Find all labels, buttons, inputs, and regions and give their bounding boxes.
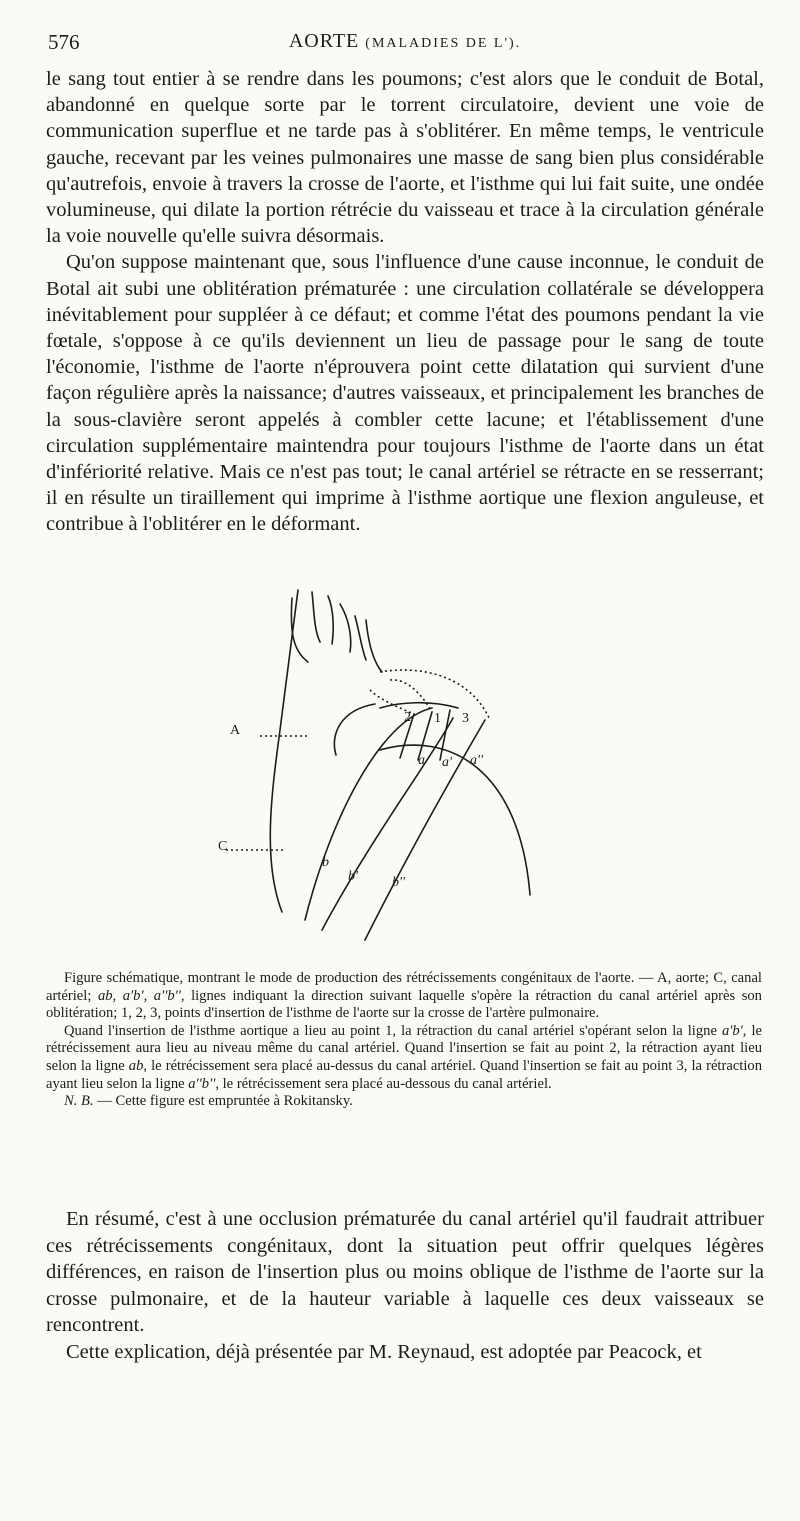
- label-b-double-prime: b'': [392, 875, 405, 890]
- caption-italic: ab,: [128, 1057, 148, 1074]
- running-title-main: AORTE: [288, 30, 360, 52]
- label-a: a: [418, 753, 425, 768]
- caption-italic: N. B.: [64, 1093, 94, 1110]
- body-text-top: [46, 66, 764, 538]
- label-b-prime: b': [348, 869, 358, 884]
- retraction-line: [440, 710, 450, 760]
- caption-text: lignes indiquant la direction suivant laquelle s'opère la rétraction du canal artériel après son oblitération; 1, 2, 3, points d'insertion de l'isthme de l'aorte sur la crosse de l'artère pulmonaire.: [46, 987, 762, 1022]
- running-title: [44, 30, 766, 53]
- descending-aorta: [322, 718, 453, 930]
- label-a-prime: a': [442, 755, 452, 770]
- figure-drawing: [200, 580, 540, 955]
- label-point-1: 1: [434, 711, 441, 726]
- vessel-outline: [312, 592, 320, 642]
- caption-paragraph: [46, 970, 762, 1023]
- label-b: b: [322, 855, 329, 870]
- figure-caption: [46, 970, 762, 1111]
- label-point-3: 3: [462, 711, 469, 726]
- dotted-arch: [390, 680, 432, 712]
- paragraph: Qu'on suppose maintenant que, sous l'influence d'une cause inconnue, le conduit de Botal ait subi une oblitération prématurée : une circulation collatérale se développera inévitablement pour suppléer à ce défaut; et comme l'état des poumons pendant la vie fœtale, s'oppose à ce qu'ils deviennent un lieu de passage pour le sang de toute l'économie, l'isthme de l'aorte n'éprouvera point cette dilatation qui survient d'une façon régulière après la naissance; d'autres vaisseaux, et principalement les branches de la sous-clavière seront appelés à combler cette lacune; et l'établissement d'une circulation supplémentaire maintendra pour toujours l'isthme de l'aorte dans un état d'infériorité relative. Mais ce n'est pas tout; le canal artériel se rétracte en se resserrant; il en résulte un tiraillement qui imprime à l'isthme aortique une flexion anguleuse, et contribue à l'oblitérer en le déformant.: [46, 251, 764, 536]
- vessel-outline: [366, 620, 382, 672]
- vessel-outline: [334, 704, 375, 755]
- vessel-outline: [340, 604, 351, 652]
- running-header: [44, 28, 766, 58]
- vessel-outline: [355, 616, 366, 660]
- pulmonary-arch: [305, 708, 432, 920]
- body-text-bottom: [46, 1206, 764, 1365]
- label-A: A: [230, 723, 241, 738]
- caption-text: — Cette figure est empruntée à Rokitansky.: [93, 1093, 353, 1110]
- caption-text: Quand l'insertion de l'isthme aortique a lieu au point 1, la rétraction du canal artériel s'opérant selon la ligne: [64, 1022, 722, 1039]
- caption-paragraph: [46, 1023, 762, 1093]
- vessel-outline: [328, 596, 333, 644]
- aorta-schematic-figure: [200, 580, 540, 955]
- label-a-double-prime: a'': [470, 753, 483, 768]
- caption-text: Figure schématique, montrant le mode de production des rétrécissements congénitaux de l'aorte. — A, aorte; C, canal artériel;: [46, 970, 762, 1004]
- label-point-2: 2: [404, 710, 411, 725]
- descending-aorta: [365, 720, 485, 940]
- paragraph: Cette explication, déjà présentée par M. Reynaud, est adoptée par Peacock, et: [66, 1340, 702, 1363]
- running-title-subtitle: (MALADIES DE L').: [365, 36, 522, 51]
- pulmonary-arch: [380, 745, 530, 895]
- caption-italic: a'b',: [721, 1022, 747, 1039]
- caption-italic: ab, a'b', a''b'',: [97, 987, 185, 1004]
- caption-italic: a''b'',: [188, 1075, 219, 1092]
- paragraph: En résumé, c'est à une occlusion prématurée du canal artériel qu'il faudrait attribuer ces rétrécissements congénitaux, dont la situation peut offrir quelques légères différences, en raison de l'insertion plus ou moins oblique de l'isthme de l'aorte sur la crosse pulmonaire, et de la hauteur variable à laquelle ces deux vaisseaux se rencontrent.: [46, 1208, 764, 1336]
- caption-text: le rétrécissement aura lieu au niveau même du canal artériel. Quand l'insertion se fait au point 2, la rétraction ayant lieu selon la ligne: [46, 1022, 762, 1074]
- label-C: C: [218, 839, 228, 854]
- caption-text: le rétrécissement sera placé au-dessous du canal artériel.: [218, 1075, 552, 1092]
- vessel-outline: [291, 598, 308, 662]
- paragraph: le sang tout entier à se rendre dans les poumons; c'est alors que le conduit de Botal, abandonné en quelque sorte par le torrent circulatoire, devient une voie de communication superflue et ne tarde pas à s'oblitérer. En même temps, le ventricule gauche, recevant par les veines pulmonaires une masse de sang bien plus considérable qu'autrefois, envoie à travers la crosse de l'aorte, et l'isthme qui lui fait suite, une ondée volumineuse, qui dilate la portion rétrécie du vaisseau et trace à la circulation générale la voie nouvelle qu'elle suivra désormais.: [46, 68, 764, 248]
- caption-text: le rétrécissement sera placé au-dessus du canal artériel. Quand l'insertion se fait au point 3, la rétraction ayant lieu selon la ligne: [46, 1057, 762, 1092]
- caption-paragraph: [46, 1093, 762, 1111]
- page-number: 576: [48, 30, 80, 54]
